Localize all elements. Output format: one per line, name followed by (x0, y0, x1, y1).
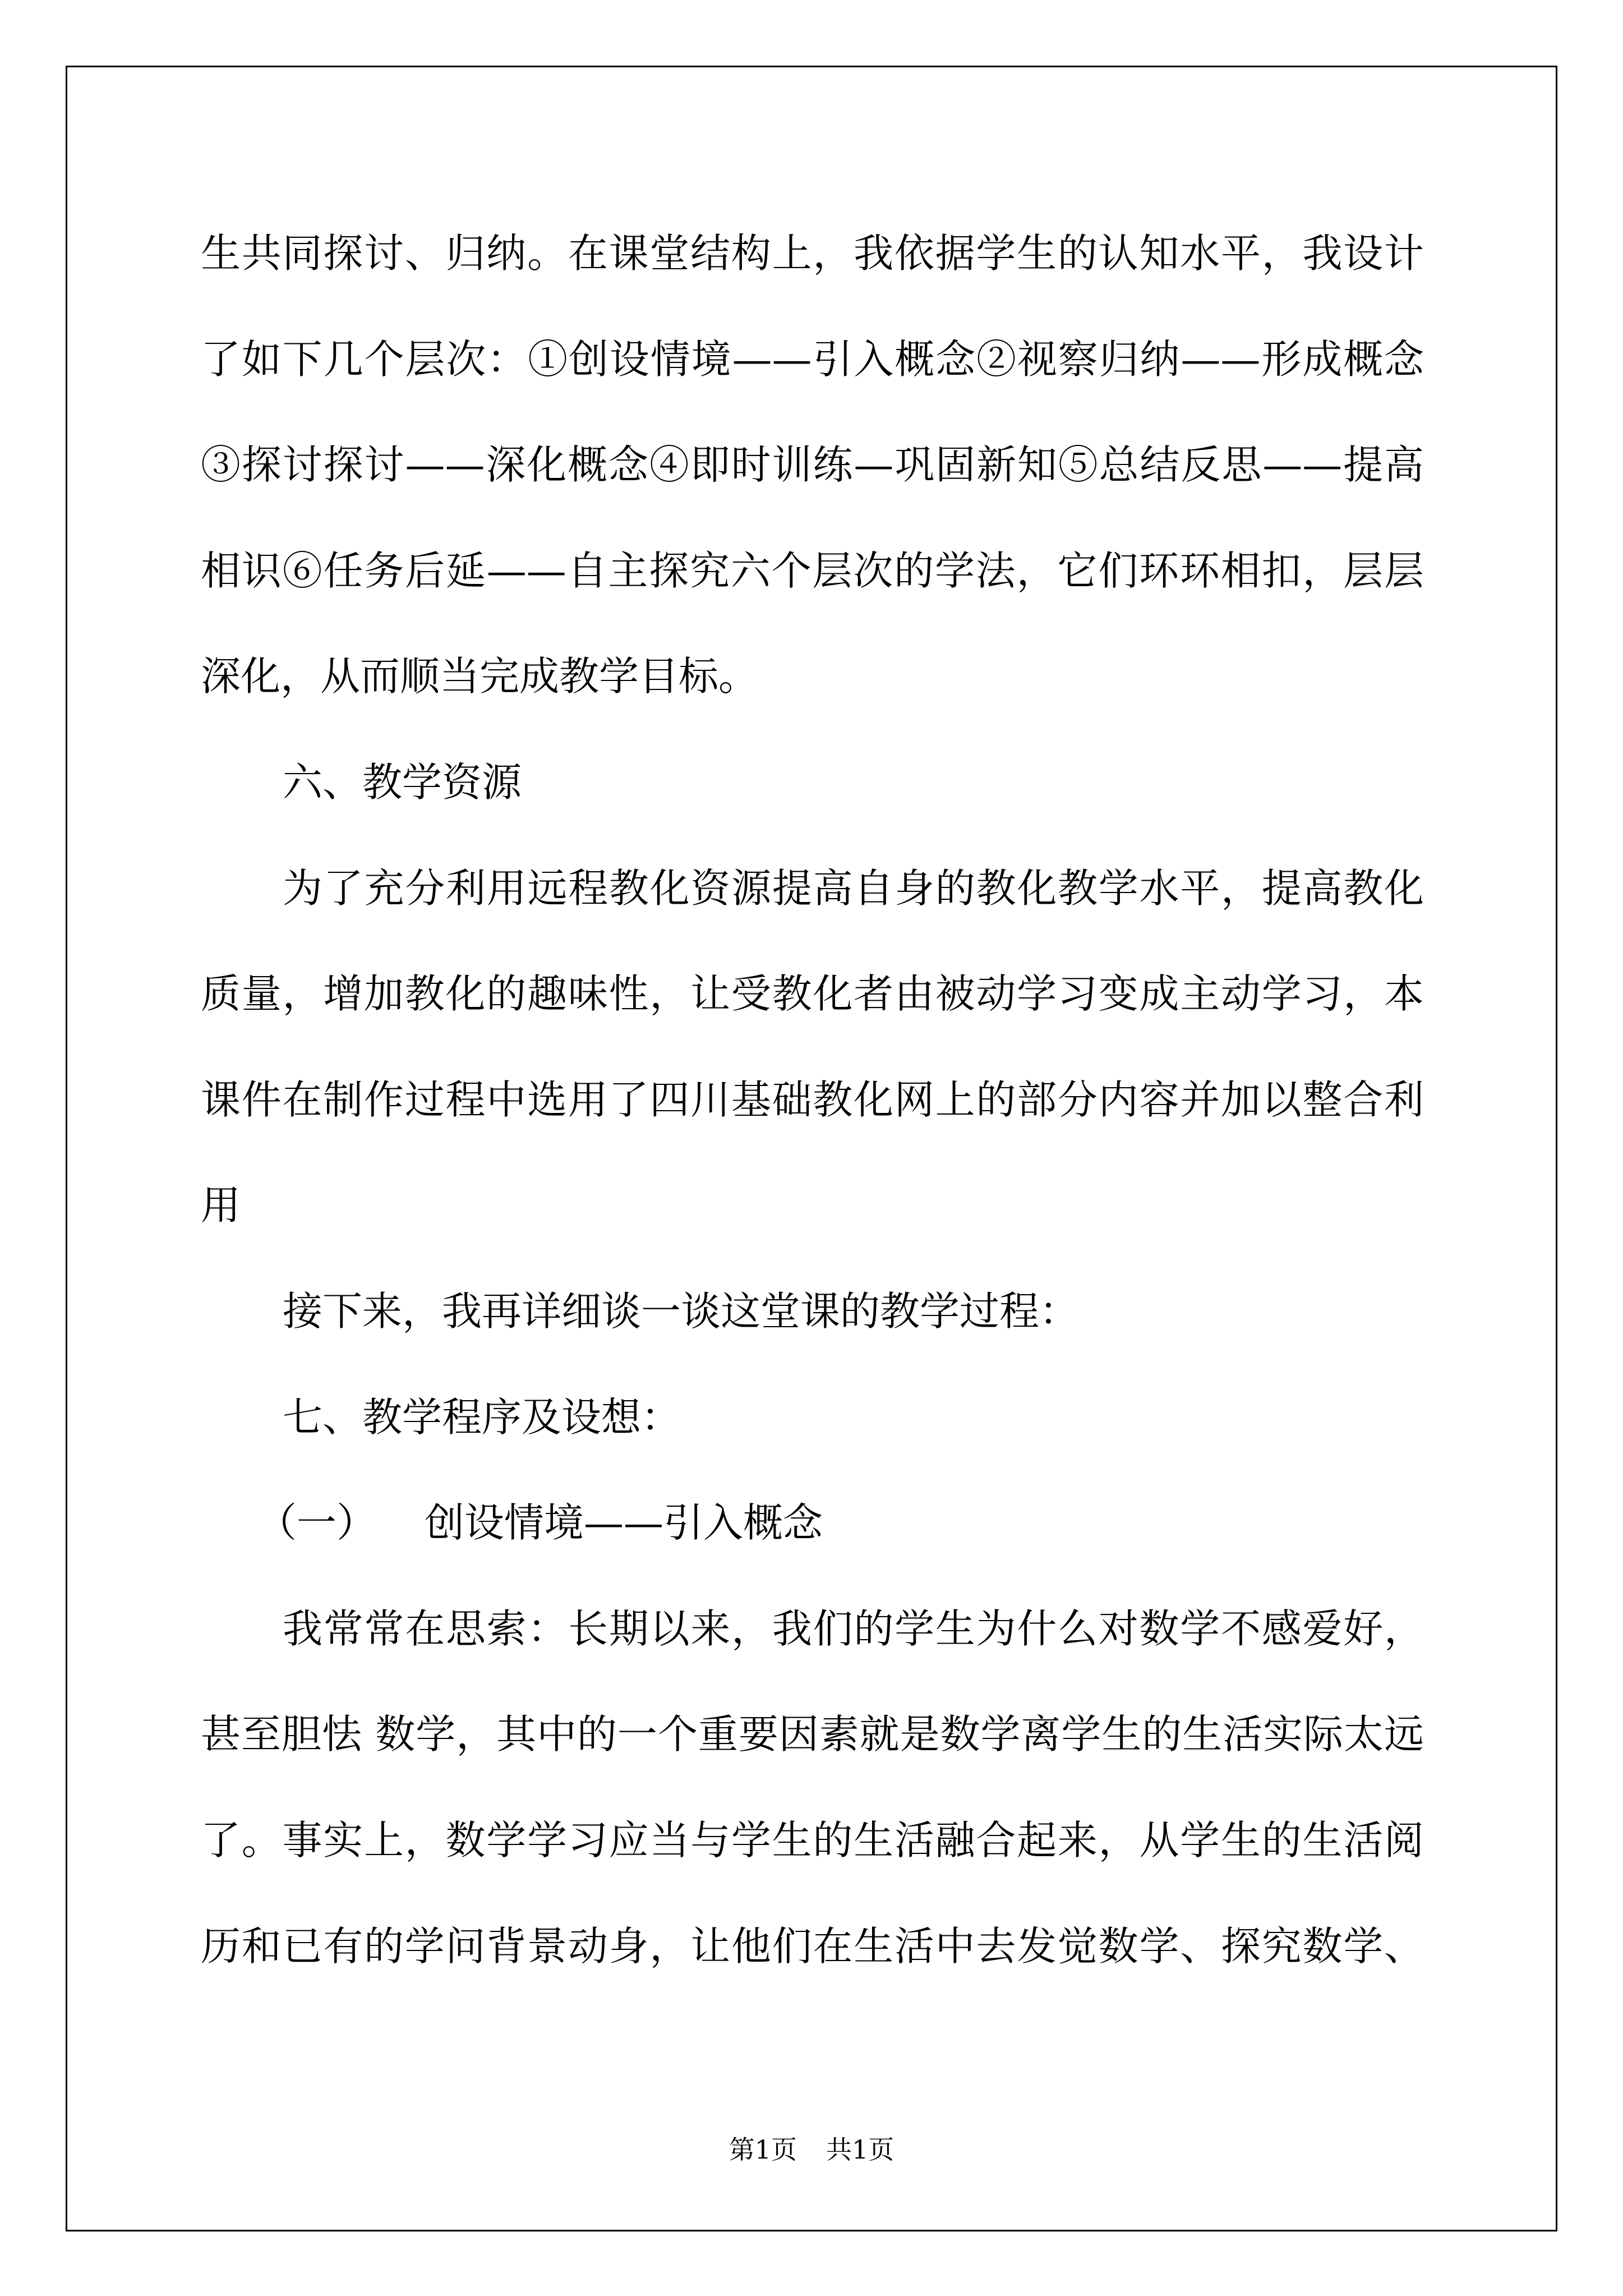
section-heading-text: 七、教学程序及设想： (283, 1393, 681, 1441)
paragraph (201, 1576, 1424, 1999)
text-line: 甚至胆怯 数学，其中的一个重要因素就是数学离学生的生活实际太远 (201, 1711, 1424, 1758)
text-line: 用 (201, 1182, 241, 1229)
page-total: 共1页 (826, 2134, 895, 2165)
text-line: 历和已有的学问背景动身，让他们在生活中去发觉数学、探究数学、 (201, 1922, 1424, 1970)
text-line: 课件在制作过程中选用了四川基础教化网上的部分内容并加以整合利 (201, 1076, 1424, 1123)
text-line: 相识⑥任务后延——自主探究六个层次的学法，它们环环相扣，层层 (201, 547, 1424, 594)
page-footer (0, 2133, 1623, 2166)
section-heading (201, 730, 1424, 836)
subsection-number: （一） (257, 1499, 377, 1547)
section-heading-text: 六、教学资源 (283, 758, 522, 806)
text-line: 生共同探讨、归纳。在课堂结构上，我依据学生的认知水平，我设计 (201, 230, 1424, 277)
paragraph (201, 1259, 1424, 1365)
text-line: 质量，增加教化的趣味性，让受教化者由被动学习变成主动学习，本 (201, 970, 1424, 1018)
subsection-heading-line (201, 1470, 1424, 1576)
paragraph (201, 836, 1424, 1259)
text-line: 我常常在思索：长期以来，我们的学生为什么对数学不感爱好， (283, 1605, 1424, 1652)
paragraph (201, 201, 1424, 730)
subsection-title: 创设情境——引入概念 (425, 1499, 823, 1547)
text-line: 接下来，我再详细谈一谈这堂课的教学过程： (283, 1287, 1080, 1335)
section-heading (201, 1365, 1424, 1471)
text-line: ③探讨探讨——深化概念④即时训练—巩固新知⑤总结反思——提高 (201, 441, 1424, 489)
text-line: 了。事实上，数学学习应当与学生的生活融合起来，从学生的生活阅 (201, 1816, 1424, 1864)
text-line: 为了充分利用远程教化资源提高自身的教化教学水平，提高教化 (283, 864, 1424, 912)
text-line: 了如下几个层次：①创设情境——引入概念②视察归纳——形成概念 (201, 335, 1424, 383)
text-line: 深化，从而顺当完成教学目标。 (201, 653, 759, 700)
page-number: 第1页 (728, 2134, 797, 2165)
subsection-heading (201, 1470, 1424, 1576)
document-body (201, 201, 1424, 1999)
